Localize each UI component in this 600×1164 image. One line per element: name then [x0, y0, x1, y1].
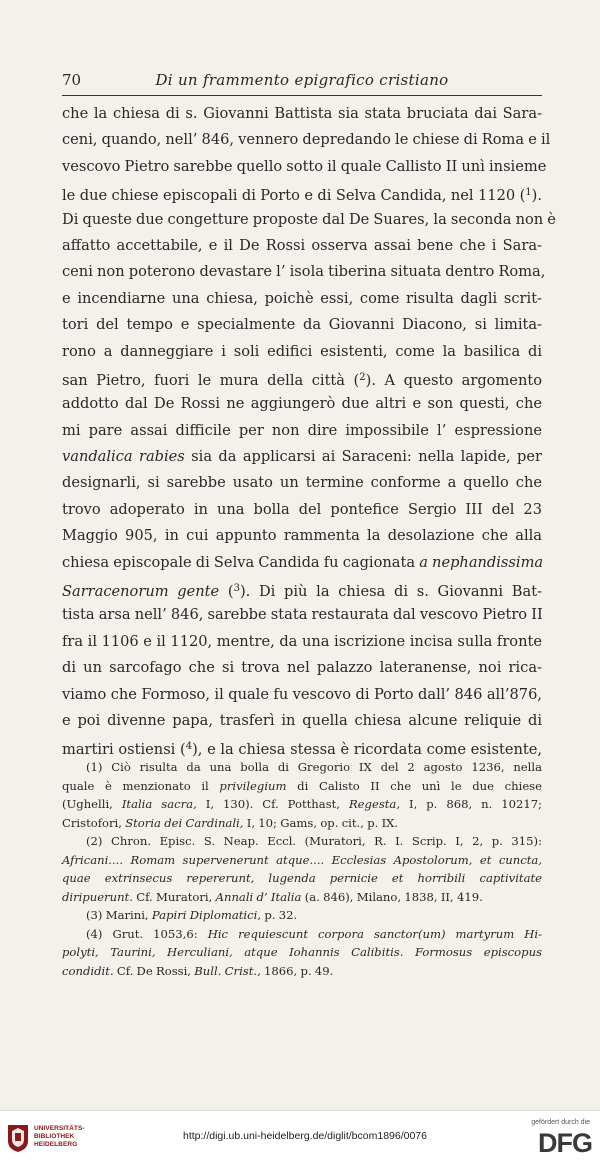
- text-line: designarli, si sarebbe usato un termine conforme a quello che: [62, 474, 542, 492]
- footnote-4-line: polyti, Taurini, Herculiani, atque Iohannis Calibitis. Formosus episcopus: [62, 945, 542, 959]
- footnote-2-line: Africani.... Romam supervenerunt atque.... Ecclesias Apostolorum, et cuncta,: [62, 852, 542, 867]
- footnote-4-line: (4) Grut. 1053,6: Hic requiescunt corpora sanctor(um) martyrum Hi-: [86, 926, 542, 941]
- permalink-url[interactable]: http://digi.ub.uni-heidelberg.de/diglit/bcom1896/0076: [182, 1130, 427, 1142]
- text-line: viamo che Formoso, il quale fu vescovo di Porto dall’ 846 all’876,: [62, 685, 542, 703]
- text-line: Maggio 905, in cui appunto rammenta la desolazione che alla: [62, 527, 542, 545]
- text-line: martiri ostiensi ($^4$), e la chiesa stessa è ricordata come esistente,: [62, 741, 542, 759]
- text-line: addotto dal De Rossi ne aggiungerò due altri e son questi, che: [62, 395, 542, 413]
- footnote-1-line: quale è menzionato il privilegium di Calisto II che unì le due chiese: [62, 778, 542, 793]
- text-line: chiesa episcopale di Selva Candida fu cagionata a nephandissima: [62, 553, 544, 571]
- text-line: Di queste due congetture proposte dal De Suares, la seconda non è: [62, 210, 556, 228]
- header-rule: [62, 95, 542, 96]
- footnote-2-line: (2) Chron. Episc. S. Neap. Eccl. (Muratori, R. I. Scrip. I, 2, p. 315):: [86, 834, 542, 848]
- body-text: [62, 101, 556, 761]
- text-line: ceni, quando, nell’ 846, vennero depredando le chiese di Roma e il: [62, 131, 551, 149]
- footnote-1-line: (Ughelli, Italia sacra, I, 130). Cf. Potthast, Regesta, I, p. 868, n. 10217;: [62, 797, 543, 811]
- text-line: san Pietro, fuori le mura della città ($^2$). A questo argomento: [62, 371, 542, 389]
- footnote-4-line: condidit. Cf. De Rossi, Bull. Crist., 1866, p. 49.: [62, 963, 334, 978]
- running-title: Di un frammento epigrafico cristiano: [155, 71, 449, 89]
- footnote-1-line: (1) Ciò risulta da una bolla di Gregorio IX del 2 agosto 1236, nella: [86, 760, 542, 774]
- footnote-1-line: Cristofori, Storia dei Cardinali, I, 10; Gams, op. cit., p. IX.: [62, 815, 399, 830]
- text-line: le due chiese episcopali di Porto e di Selva Candida, nel 1120 ($^1$).: [62, 187, 542, 205]
- footnote-ref: 4: [185, 741, 193, 753]
- text-line: vandalica rabies sia da applicarsi ai Saraceni: nella lapide, per: [62, 448, 542, 466]
- text-line: rono a danneggiare i soli edifici esistenti, come la basilica di: [62, 342, 542, 360]
- dfg-logo: DFG: [538, 1128, 592, 1158]
- text-line: e poi divenne papa, trasferì in quella chiesa alcune reliquie di: [62, 711, 542, 729]
- text-line: vescovo Pietro sarebbe quello sotto il quale Callisto II unì insieme: [62, 157, 547, 175]
- university-library-name: UNIVERSITÄTS- BIBLIOTHEK HEIDELBERG: [34, 1125, 85, 1148]
- text-line: tori del tempo e specialmente da Giovanni Diacono, si limita-: [62, 316, 542, 334]
- text-line: tista arsa nell’ 846, sarebbe stata restaurata dal vescovo Pietro II: [62, 606, 543, 624]
- text-line: e incendiarne una chiesa, poichè essi, come risulta dagli scrit-: [62, 289, 542, 307]
- footnote-ref: 3: [233, 583, 240, 595]
- page-header: [62, 68, 542, 94]
- footnote-2-line: quae extrinsecus repererunt, lugenda pernicie et horribili captivitate: [62, 871, 542, 885]
- text-line: mi pare assai difficile per non dire impossibile l’ espressione: [62, 421, 542, 439]
- footnotes: [62, 758, 542, 980]
- footnote-ref: 2: [359, 371, 366, 383]
- footnote-ref: 1: [525, 187, 532, 199]
- text-line: fra il 1106 e il 1120, mentre, da una iscrizione incisa sulla fronte: [62, 632, 542, 650]
- footnote-3-line: (3) Marini, Papiri Diplomatici, p. 32.: [86, 908, 298, 922]
- text-line: che la chiesa di s. Giovanni Battista sia stata bruciata dai Sara-: [62, 105, 542, 122]
- page-number: 70: [62, 71, 82, 89]
- university-seal-icon: [6, 1123, 30, 1153]
- text-line: di un sarcofago che si trova nel palazzo lateranense, noi rica-: [62, 659, 542, 677]
- text-line: Sarracenorum gente ($^3$). Di più la chiesa di s. Giovanni Bat-: [62, 583, 542, 601]
- text-line: affatto accettabile, e il De Rossi osserva assai bene che i Sara-: [62, 236, 542, 254]
- digitization-footer: [0, 1110, 600, 1164]
- footnote-2-line: diripuerunt. Cf. Muratori, Annali d’ Italia (a. 846), Milano, 1838, II, 419.: [62, 889, 483, 904]
- text-line: trovo adoperato in una bolla del pontefice Sergio III del 23: [62, 500, 542, 518]
- text-line: ceni non poterono devastare l’ isola tiberina situata dentro Roma,: [62, 263, 546, 281]
- funding-note: gefördert durch die: [531, 1119, 590, 1126]
